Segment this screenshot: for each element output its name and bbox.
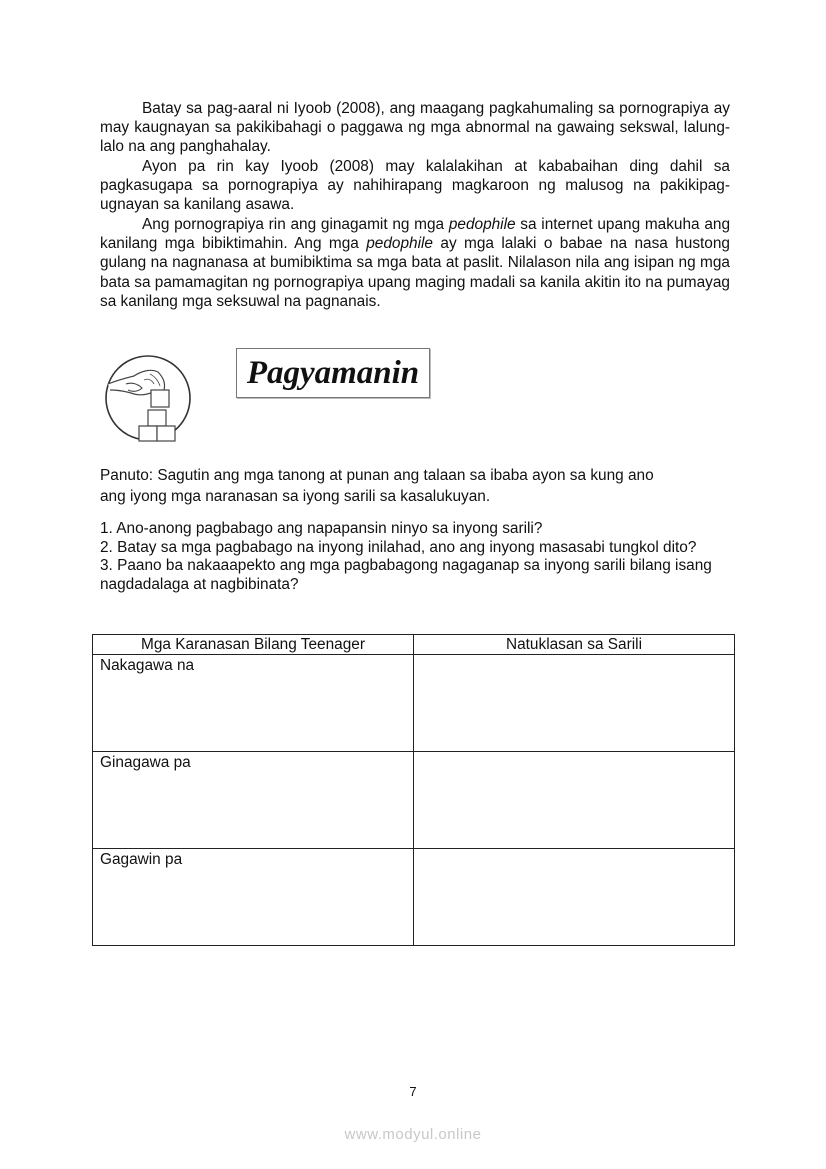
section-title: Pagyamanin [246, 355, 420, 391]
answer-cell[interactable] [414, 849, 735, 946]
paragraph-3-part-3: ay mga lalaki o babae na nasa hustong gulang na nagnanasa at bumibiktima sa mga bata at paslit. Nilalason nila ang isipan ng mga bata sa pamamagitan ng pornograpiya upang maging madali sa kanila akitin ito na pumayag sa kanilang mga seksuwal na pagnanais. [100, 235, 730, 310]
section-title-box [236, 348, 430, 398]
emphasis-pedophile: pedophile [448, 216, 516, 233]
row-label-gagawin-pa: Gagawin pa [93, 849, 414, 946]
question-list [100, 520, 730, 594]
table-row [93, 752, 735, 849]
paragraph-3-part-1: Ang pornograpiya rin ang ginagamit ng mga [142, 216, 449, 233]
reflection-table [92, 634, 735, 946]
row-label-nakagawa-na: Nakagawa na [93, 655, 414, 752]
paragraph-3-part-2: sa internet upang makuha ang kanilang mga bibiktimahin. Ang mga [100, 216, 731, 253]
hand-stacking-blocks-icon [104, 354, 192, 442]
column-header-discoveries: Natuklasan sa Sarili [414, 635, 735, 655]
instructions-line-2: ang iyong mga naranasan sa iyong sarili sa kasalukuyan. [100, 488, 491, 505]
instructions-line-1: Panuto: Sagutin ang mga tanong at punan ang talaan sa ibaba ayon sa kung ano [100, 467, 654, 484]
table-header-row [93, 635, 735, 655]
paragraph-1: Batay sa pag-aaral ni Iyoob (2008), ang maagang pagkahumaling sa pornograpiya ay may kaugnayan sa pakikibahagi o paggawa ng mga abnormal na gawaing sekswal, lalung-lalo na ang panghahalay. [100, 100, 730, 156]
page-number: 7 [409, 1084, 417, 1099]
watermark: www.modyul.online [344, 1126, 482, 1143]
column-header-experiences: Mga Karanasan Bilang Teenager [93, 635, 414, 655]
question-2: 2. Batay sa mga pagbabago na inyong inilahad, ano ang inyong masasabi tungkol dito? [100, 538, 697, 556]
answer-cell[interactable] [414, 752, 735, 849]
paragraph-2: Ayon pa rin kay Iyoob (2008) may kalalakihan at kababaihan ding dahil sa pagkasugapa sa pornograpiya ay nahihirapang magkaroon ng malusog na pakikipag-ugnayan sa kanilang asawa. [100, 158, 730, 214]
table-row [93, 655, 735, 752]
answer-cell[interactable] [414, 655, 735, 752]
paragraph-3 [100, 215, 730, 311]
question-3: 3. Paano ba nakaaapekto ang mga pagbabagong nagaganap sa inyong sarili bilang isang nagdadalaga at nagbibinata? [100, 557, 712, 593]
table-row [93, 849, 735, 946]
row-label-ginagawa-pa: Ginagawa pa [93, 752, 414, 849]
emphasis-pedophile: pedophile [366, 235, 433, 253]
question-1: 1. Ano-anong pagbabago ang napapansin ninyo sa inyong sarili? [100, 520, 543, 537]
